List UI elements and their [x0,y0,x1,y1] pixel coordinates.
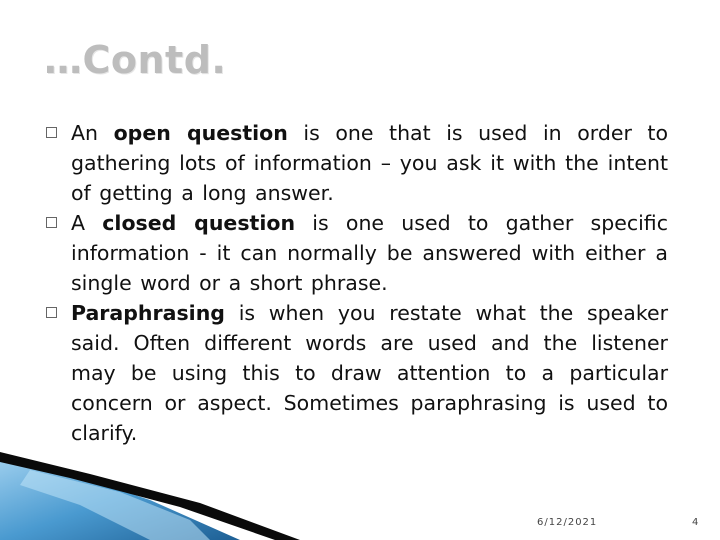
bullet-prefix: A [71,211,103,235]
bullet-text: is one that is used in order to gathering lots of information – you ask it with the intent of getting a long answer. [71,121,668,205]
slide-number: 4 [692,517,699,528]
slide-title: …Contd. [44,38,227,82]
bullet-square-icon [46,127,57,138]
bullet-list [46,118,668,448]
bullet-term: closed question [102,211,296,235]
bullet-square-icon [46,307,57,318]
bullet-open-question [46,118,668,208]
bullet-text: is one used to gather specific information - it can normally be answered with either a single word or a short phrase. [71,211,668,295]
footer-date: 6/12/2021 [537,517,598,528]
bullet-closed-question [46,208,668,298]
bullet-square-icon [46,217,57,228]
bullet-prefix: An [71,121,114,145]
bullet-text: is when you restate what the speaker said. Often different words are used and the listener may be using this to draw attention to a particular concern or aspect. Sometimes paraphrasing is used to clarify. [71,301,668,445]
bullet-term: Paraphrasing [71,301,225,325]
bullet-term: open question [113,121,288,145]
bullet-paraphrasing [46,298,668,448]
